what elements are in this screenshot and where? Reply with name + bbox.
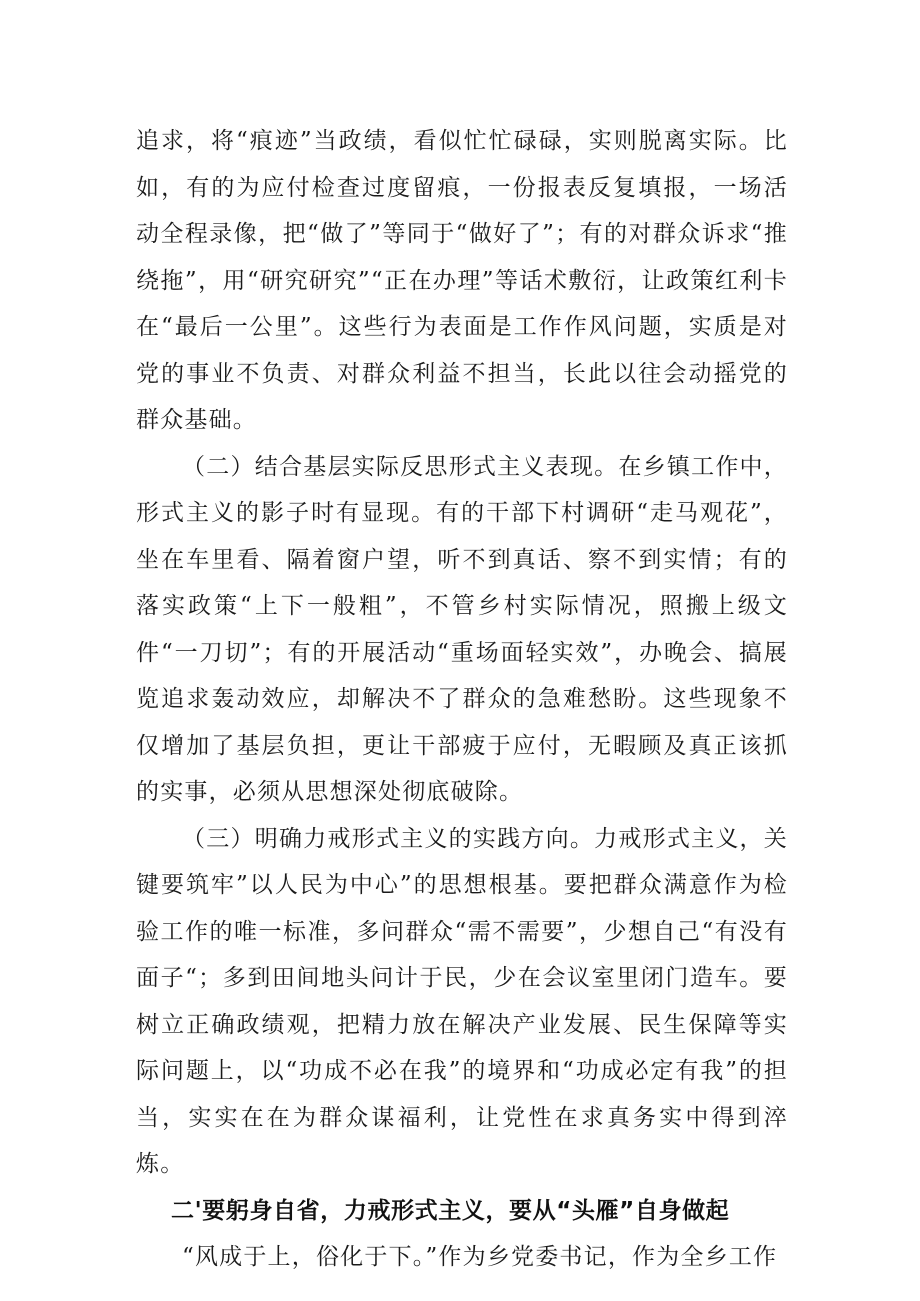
document-body xyxy=(136,118,788,1281)
paragraph-continued: 追求，将“痕迹”当政绩，看似忙忙碌碌，实则脱离实际。比如，有的为应付检查过度留痕，一份报表反复填报，一场活动全程录像，把“做了”等同于“做好了”；有的对群众诉求“推绕拖”，用“研究研究”“正在办理”等话术敷衍，让政策红利卡在“最后一公里”。这些行为表面是工作作风问题，实质是对党的事业不负责、对群众利益不担当，长此以往会动摇党的群众基础。 xyxy=(136,128,788,433)
section-heading: 二'要躬身自省，力戒形式主义，要从“头雁”自身做起 xyxy=(171,1197,730,1224)
paragraph-opening-quote: “风成于上，俗化于下。”作为乡党委书记，作为全乡工作 xyxy=(182,1244,778,1270)
paragraph-section-three: （三）明确力戒形式主义的实践方向。力戒形式主义，关键要筑牢”以人民为中心”的思想根基。要把群众满意作为检验工作的唯一标准，多问群众“需不需要”，少想自己“有没有面子“；多到田间地头问计于民，少在会议室里闭门造车。要树立正确政绩观，把精力放在解决产业发展、民生保障等实际问题上，以“功成不必在我”的境界和“功成必定有我”的担当，实实在在为群众谋福利，让党性在求真务实中得到淬炼。 xyxy=(136,825,788,1177)
paragraph-section-two: （二）结合基层实际反思形式主义表现。在乡镇工作中，形式主义的影子时有显现。有的干部下村调研“走马观花”，坐在车里看、隔着窗户望，听不到真话、察不到实情；有的落实政策“上下一般粗”，不管乡村实际情况，照搬上级文件“一刀切”；有的开展活动“重场面轻实效”，办晚会、搞展览追求轰动效应，却解决不了群众的急难愁盼。这些现象不仅增加了基层负担，更让干部疲于应付，无暇顾及真正该抓的实事，必须从思想深处彻底破除。 xyxy=(136,453,788,805)
